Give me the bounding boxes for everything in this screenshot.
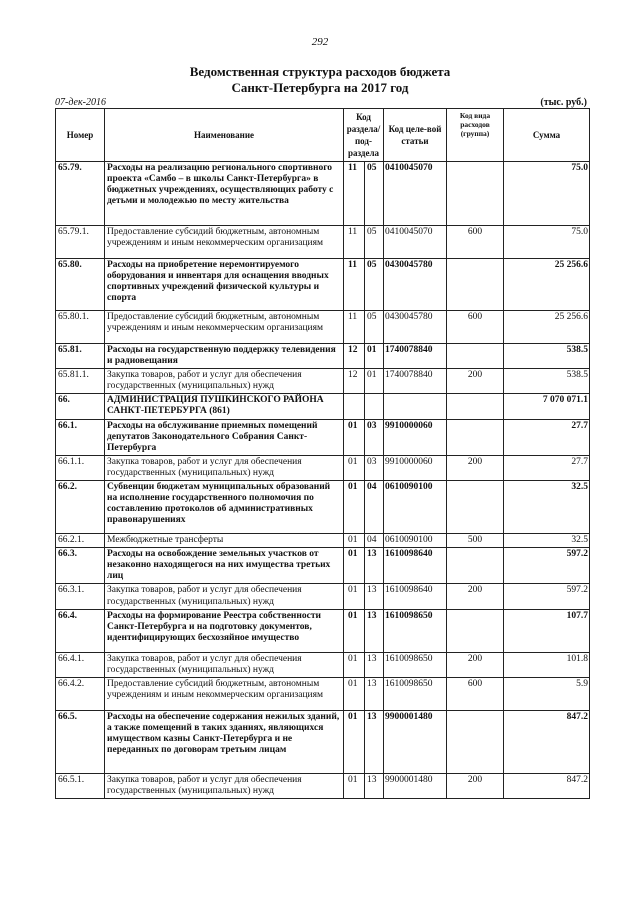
row-number: 66.3. <box>56 548 105 584</box>
row-sum: 107.7 <box>504 609 590 652</box>
row-article: 0410045070 <box>384 226 447 259</box>
row-name: Закупка товаров, работ и услуг для обеспечения государственных (муниципальных) нужд <box>105 369 344 394</box>
row-subsection: 13 <box>365 548 384 584</box>
row-subsection: 13 <box>365 710 384 773</box>
report-date: 07-дек-2016 <box>55 97 106 108</box>
row-section: 01 <box>344 773 365 798</box>
row-article: 9900001480 <box>384 710 447 773</box>
row-subsection: 13 <box>365 677 384 710</box>
row-number: 66. <box>56 394 105 419</box>
row-number: 66.1. <box>56 419 105 455</box>
title-line-1: Ведомственная структура расходов бюджета <box>189 64 451 79</box>
row-sum: 32.5 <box>504 481 590 534</box>
row-section: 12 <box>344 344 365 369</box>
row-sum: 847.2 <box>504 773 590 798</box>
row-name: Предоставление субсидий бюджетным, автономным учреждениям и иным некоммерческим организациям <box>105 311 344 344</box>
table-row <box>56 311 590 344</box>
row-name: Расходы на обеспечение содержания нежилых зданий, а также помещений в таких зданиях, являющихся имуществом казны Санкт-Петербурга и не переданных по договорам третьим лицам <box>105 710 344 773</box>
row-expense-type: 500 <box>447 534 504 548</box>
row-name: Субвенции бюджетам муниципальных образований на исполнение государственного полномочия по составлению протоколов об административных правонарушениях <box>105 481 344 534</box>
row-section: 01 <box>344 419 365 455</box>
table-row <box>56 677 590 710</box>
header-sum: Сумма <box>504 109 590 162</box>
row-name: Расходы на приобретение неремонтируемого оборудования и инвентаря для оснащения вводных спортивных учреждений физической культуры и спорта <box>105 259 344 311</box>
table-header-row <box>56 109 590 162</box>
table-row <box>56 344 590 369</box>
title-line-2: Санкт-Петербурга на 2017 год <box>231 80 409 95</box>
row-subsection: 13 <box>365 652 384 677</box>
row-article: 9900001480 <box>384 773 447 798</box>
row-section <box>344 394 365 419</box>
row-subsection: 04 <box>365 534 384 548</box>
table-row <box>56 162 590 226</box>
row-subsection: 03 <box>365 455 384 480</box>
row-section: 01 <box>344 481 365 534</box>
table-row <box>56 609 590 652</box>
row-section: 01 <box>344 584 365 609</box>
row-number: 65.80. <box>56 259 105 311</box>
row-subsection: 01 <box>365 344 384 369</box>
row-sum: 538.5 <box>504 344 590 369</box>
row-number: 65.81. <box>56 344 105 369</box>
row-section: 01 <box>344 710 365 773</box>
row-sum: 7 070 071.1 <box>504 394 590 419</box>
row-name: Предоставление субсидий бюджетным, автономным учреждениям и иным некоммерческим организациям <box>105 226 344 259</box>
row-article: 1740078840 <box>384 369 447 394</box>
row-subsection: 01 <box>365 369 384 394</box>
row-expense-type <box>447 259 504 311</box>
table-row <box>56 652 590 677</box>
page-number: 292 <box>311 36 329 48</box>
row-expense-type: 200 <box>447 584 504 609</box>
row-number: 66.1.1. <box>56 455 105 480</box>
row-sum: 538.5 <box>504 369 590 394</box>
row-number: 65.80.1. <box>56 311 105 344</box>
table-row <box>56 394 590 419</box>
row-name: Предоставление субсидий бюджетным, автономным учреждениям и иным некоммерческим организациям <box>105 677 344 710</box>
row-expense-type <box>447 162 504 226</box>
row-section: 11 <box>344 226 365 259</box>
row-expense-type <box>447 609 504 652</box>
row-sum: 597.2 <box>504 584 590 609</box>
row-subsection: 05 <box>365 226 384 259</box>
table-row <box>56 455 590 480</box>
row-article: 9910000060 <box>384 419 447 455</box>
row-number: 66.5.1. <box>56 773 105 798</box>
table-row <box>56 419 590 455</box>
row-section: 11 <box>344 259 365 311</box>
row-expense-type: 600 <box>447 311 504 344</box>
row-expense-type: 600 <box>447 226 504 259</box>
row-sum: 27.7 <box>504 455 590 480</box>
table-body <box>56 162 590 799</box>
row-article: 1610098640 <box>384 584 447 609</box>
row-number: 65.79.1. <box>56 226 105 259</box>
row-subsection: 05 <box>365 259 384 311</box>
row-name: Расходы на обслуживание приемных помещений депутатов Законодательного Собрания Санкт-Петербурга <box>105 419 344 455</box>
table-row <box>56 584 590 609</box>
row-number: 66.2.1. <box>56 534 105 548</box>
row-sum: 32.5 <box>504 534 590 548</box>
row-article: 1740078840 <box>384 344 447 369</box>
row-name: Закупка товаров, работ и услуг для обеспечения государственных (муниципальных) нужд <box>105 584 344 609</box>
row-section: 01 <box>344 609 365 652</box>
row-subsection: 03 <box>365 419 384 455</box>
table-row <box>56 548 590 584</box>
units-label: (тыс. руб.) <box>540 97 587 108</box>
header-expense-type: Код вида расходов (группа) <box>447 109 504 162</box>
row-article: 0610090100 <box>384 534 447 548</box>
header-name: Наименование <box>105 109 344 162</box>
row-article: 1610098640 <box>384 548 447 584</box>
row-name: Закупка товаров, работ и услуг для обеспечения государственных (муниципальных) нужд <box>105 652 344 677</box>
row-article: 1610098650 <box>384 609 447 652</box>
row-section: 12 <box>344 369 365 394</box>
row-sum: 25 256.6 <box>504 311 590 344</box>
row-article: 0410045070 <box>384 162 447 226</box>
row-sum: 75.0 <box>504 162 590 226</box>
row-section: 01 <box>344 455 365 480</box>
row-name: Расходы на реализацию регионального спортивного проекта «Самбо – в школы Санкт-Петербурга» в бюджетных учреждениях, осуществляющих работу с детьми и молодежью по месту жительства <box>105 162 344 226</box>
row-article: 1610098650 <box>384 652 447 677</box>
row-section: 01 <box>344 677 365 710</box>
table-row <box>56 259 590 311</box>
row-subsection: 05 <box>365 162 384 226</box>
table-row <box>56 534 590 548</box>
header-number: Номер <box>56 109 105 162</box>
row-article: 9910000060 <box>384 455 447 480</box>
row-section: 01 <box>344 548 365 584</box>
row-name: Закупка товаров, работ и услуг для обеспечения государственных (муниципальных) нужд <box>105 455 344 480</box>
table-row <box>56 710 590 773</box>
row-name: Закупка товаров, работ и услуг для обеспечения государственных (муниципальных) нужд <box>105 773 344 798</box>
row-name: Расходы на государственную поддержку телевидения и радиовещания <box>105 344 344 369</box>
table-row <box>56 369 590 394</box>
page-title <box>0 64 640 96</box>
header-article: Код целе-вой статьи <box>384 109 447 162</box>
row-number: 65.81.1. <box>56 369 105 394</box>
row-name: Расходы на формирование Реестра собственности Санкт-Петербурга и на подготовку документов, идентифицирующих бесхозяйное имущество <box>105 609 344 652</box>
table-row <box>56 481 590 534</box>
row-article <box>384 394 447 419</box>
row-expense-type: 200 <box>447 773 504 798</box>
row-expense-type <box>447 394 504 419</box>
row-expense-type <box>447 344 504 369</box>
row-section: 01 <box>344 534 365 548</box>
row-subsection: 13 <box>365 773 384 798</box>
row-section: 11 <box>344 162 365 226</box>
row-subsection: 05 <box>365 311 384 344</box>
row-number: 66.2. <box>56 481 105 534</box>
expenditure-table <box>55 108 590 799</box>
row-expense-type: 600 <box>447 677 504 710</box>
row-article: 0430045780 <box>384 259 447 311</box>
row-name: АДМИНИСТРАЦИЯ ПУШКИНСКОГО РАЙОНА САНКТ-ПЕТЕРБУРГА (861) <box>105 394 344 419</box>
row-sum: 101.8 <box>504 652 590 677</box>
table-row <box>56 773 590 798</box>
row-expense-type: 200 <box>447 652 504 677</box>
row-sum: 27.7 <box>504 419 590 455</box>
row-section: 01 <box>344 652 365 677</box>
row-expense-type <box>447 548 504 584</box>
row-expense-type: 200 <box>447 455 504 480</box>
row-number: 66.4.2. <box>56 677 105 710</box>
row-name: Расходы на освобождение земельных участков от незаконно находящегося на них имущества третьих лиц <box>105 548 344 584</box>
row-article: 1610098650 <box>384 677 447 710</box>
row-subsection: 04 <box>365 481 384 534</box>
row-expense-type: 200 <box>447 369 504 394</box>
row-number: 66.5. <box>56 710 105 773</box>
row-number: 66.4.1. <box>56 652 105 677</box>
table-row <box>56 226 590 259</box>
row-sum: 5.9 <box>504 677 590 710</box>
row-sum: 847.2 <box>504 710 590 773</box>
row-number: 66.4. <box>56 609 105 652</box>
row-expense-type <box>447 710 504 773</box>
row-number: 66.3.1. <box>56 584 105 609</box>
row-name: Межбюджетные трансферты <box>105 534 344 548</box>
row-sum: 597.2 <box>504 548 590 584</box>
row-subsection <box>365 394 384 419</box>
row-article: 0430045780 <box>384 311 447 344</box>
row-expense-type <box>447 419 504 455</box>
row-expense-type <box>447 481 504 534</box>
row-article: 0610090100 <box>384 481 447 534</box>
row-sum: 25 256.6 <box>504 259 590 311</box>
row-subsection: 13 <box>365 584 384 609</box>
header-section: Код раздела/ под-раздела <box>344 109 384 162</box>
row-section: 11 <box>344 311 365 344</box>
row-subsection: 13 <box>365 609 384 652</box>
row-number: 65.79. <box>56 162 105 226</box>
row-sum: 75.0 <box>504 226 590 259</box>
